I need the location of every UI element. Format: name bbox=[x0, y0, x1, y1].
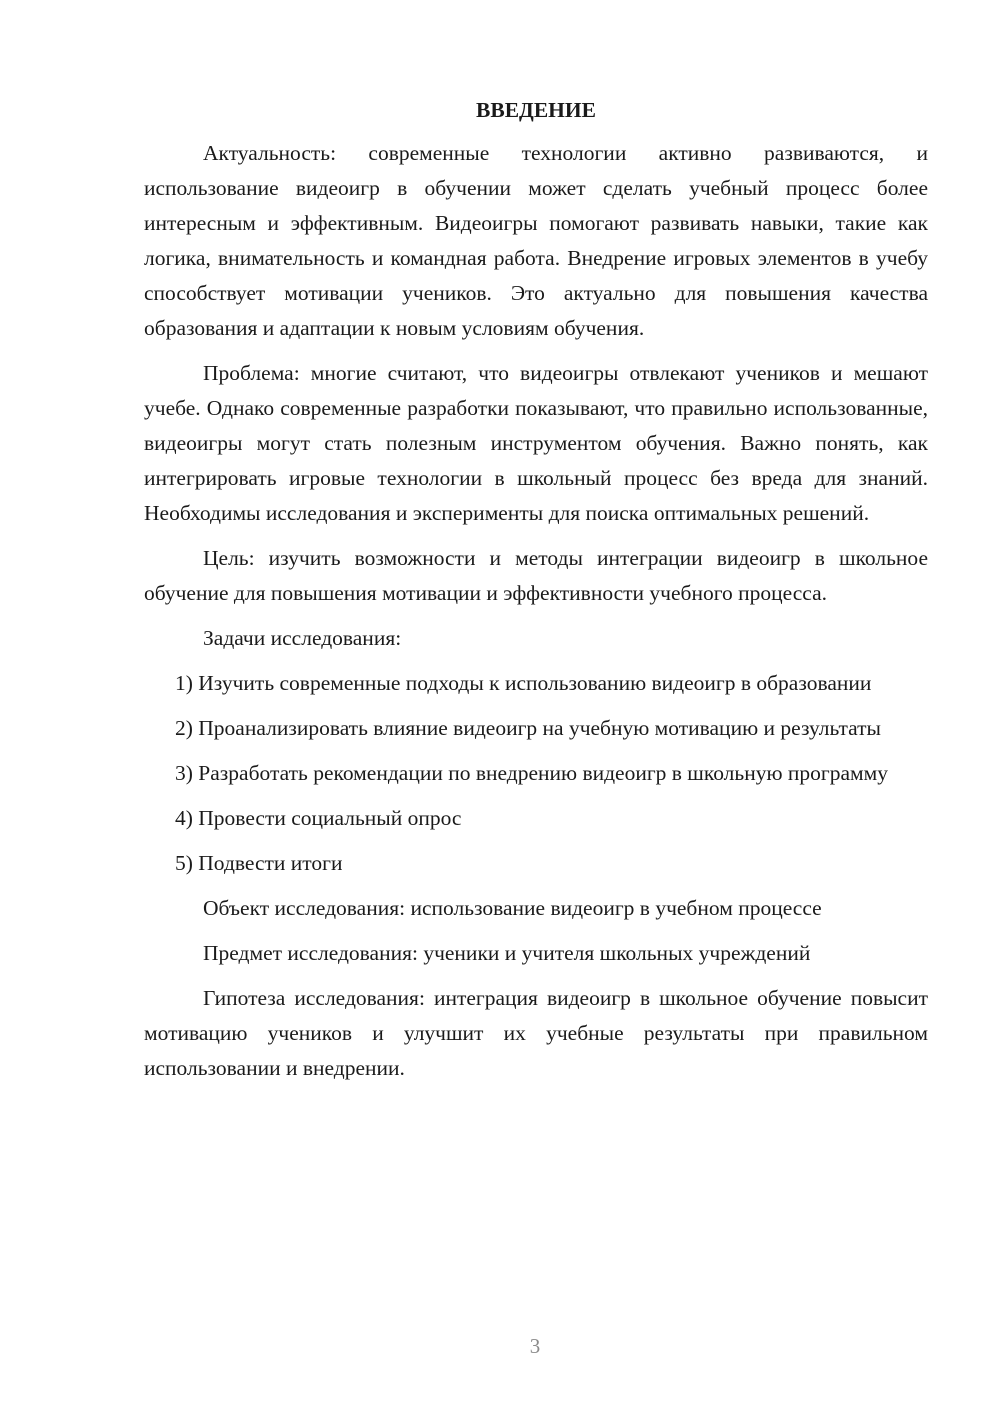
tasks-heading: Задачи исследования: bbox=[203, 626, 402, 650]
page-number: 3 bbox=[529, 1334, 541, 1358]
goal-paragraph: Цель: изучить возможности и методы интеграции видеоигр в школьное обучение для повышения мотивации и эффективности учебного процесса. bbox=[144, 546, 928, 605]
task-item: 1) Изучить современные подходы к использованию видеоигр в образовании bbox=[175, 671, 872, 695]
task-item: 4) Провести социальный опрос bbox=[175, 806, 462, 830]
research-subject: Предмет исследования: ученики и учителя школьных учреждений bbox=[203, 941, 811, 965]
task-item: 2) Проанализировать влияние видеоигр на учебную мотивацию и результаты bbox=[175, 716, 881, 740]
research-hypothesis: Гипотеза исследования: интеграция видеоигр в школьное обучение повысит мотивацию учеников и улучшит их учебные результаты при правильном использовании и внедрении. bbox=[144, 986, 928, 1080]
page-title: ВВЕДЕНИЕ bbox=[476, 98, 596, 122]
page-body bbox=[144, 93, 928, 1096]
research-object: Объект исследования: использование видеоигр в учебном процессе bbox=[203, 896, 822, 920]
tasks-list bbox=[144, 666, 928, 881]
problem-paragraph: Проблема: многие считают, что видеоигры отвлекают учеников и мешают учебе. Однако современные разработки показывают, что правильно использованные, видеоигры могут стать полезным инструментом обучения. Важно понять, как интегрировать игровые технологии в школьный процесс без вреда для знаний. Необходимы исследования и эксперименты для поиска оптимальных решений. bbox=[144, 361, 928, 525]
relevance-paragraph: Актуальность: современные технологии активно развиваются, и использование видеоигр в обучении может сделать учебный процесс более интересным и эффективным. Видеоигры помогают развивать навыки, такие как логика, внимательность и командная работа. Внедрение игровых элементов в учебу способствует мотивации учеников. Это актуально для повышения качества образования и адаптации к новым условиям обучения. bbox=[144, 141, 928, 340]
task-item: 3) Разработать рекомендации по внедрению видеоигр в школьную программу bbox=[175, 761, 888, 785]
task-item: 5) Подвести итоги bbox=[175, 851, 343, 875]
